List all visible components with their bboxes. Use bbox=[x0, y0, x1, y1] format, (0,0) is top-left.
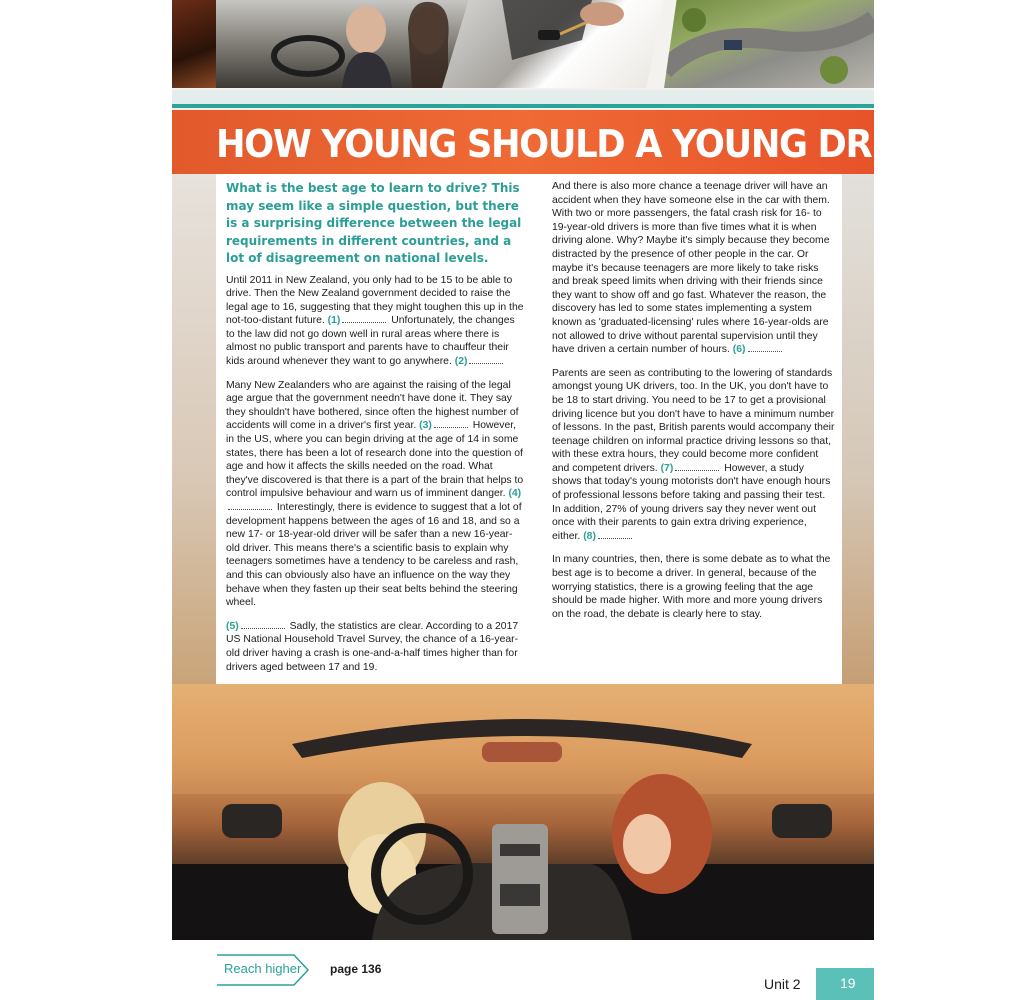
gap-6-blank[interactable] bbox=[748, 351, 782, 352]
gap-2-label: (2) bbox=[454, 356, 468, 368]
photo-driving-lesson bbox=[216, 0, 472, 88]
gap-8-blank[interactable] bbox=[598, 538, 632, 539]
gap-4-blank[interactable] bbox=[228, 509, 272, 510]
paragraph-4 bbox=[552, 180, 836, 357]
article-body bbox=[216, 174, 842, 684]
photo-car-interior bbox=[172, 0, 216, 88]
gap-3-blank[interactable] bbox=[434, 427, 468, 428]
teal-divider bbox=[172, 104, 874, 108]
paragraph-4-text: And there is also more chance a teenage driver will have an accident when they have someone else in the car with them. With two or more passengers, the fatal crash risk for 16- to 19-year-old drivers is more than five times what it is when driving alone. Why? Maybe it's simply because they become distracted by the presence of other people in the car. Or maybe it's because teenagers are more likely to take risks and break speed limits when driving with their friends since they want to show off and go fast. Whatever the reason, the discovery has led to some states implementing a system known as 'graduated-licensing' rules where 16-year-olds are not allowed to drive without parental supervision until they have driven a certain number of hours. bbox=[552, 181, 830, 356]
gap-5-blank[interactable] bbox=[241, 628, 285, 629]
article-intro: What is the best age to learn to drive? This may seem like a simple question, but there is a surprising difference between the legal requirements in different countries, and a lot of disagreement on national levels. bbox=[226, 181, 522, 265]
gap-6-label: (6) bbox=[732, 344, 746, 356]
photo-car-keys bbox=[442, 0, 664, 88]
title-banner bbox=[172, 110, 1036, 174]
gap-7-blank[interactable] bbox=[675, 470, 719, 471]
column-right bbox=[552, 180, 836, 631]
page-footer bbox=[172, 940, 874, 1000]
textbook-page bbox=[172, 0, 1036, 1000]
background-photo-left bbox=[172, 174, 216, 684]
paragraph-5-text-b: However, a study shows that today's young motorists don't have enough hours of professional lessons before taking and passing their test. In addition, 27% of young drivers say they never went out once with their parents to gain extra driving experience, either. bbox=[552, 462, 831, 542]
gap-1-label: (1) bbox=[327, 315, 341, 327]
photo-aerial-road bbox=[664, 0, 874, 88]
convertible-car-photo bbox=[172, 684, 874, 940]
driving-lesson-illustration bbox=[216, 0, 472, 88]
paragraph-5-text-a: Parents are seen as contributing to the lowering of standards amongst young UK drivers, too. In the UK, you don't have to be 18 to start driving. You need to be 17 to get a provisional driving licence but you don't have to have a minimum number of lessons. In the past, British parents would accompany their teenage children on informal practice driving lessons so that, with these extra hours, they could become more confident and competent drivers. bbox=[552, 367, 835, 474]
convertible-car-illustration bbox=[172, 684, 874, 940]
unit-label: Unit 2 bbox=[764, 976, 801, 992]
paragraph-2-text-a: Many New Zealanders who are against the raising of the legal age argue that the government needn't have done it. They say they shouldn't have bothered, since often the highest number of accidents will come in a driver's first year. bbox=[226, 379, 519, 432]
gap-5-label: (5) bbox=[226, 620, 239, 632]
car-keys-illustration bbox=[442, 0, 664, 88]
gap-2-blank[interactable] bbox=[469, 363, 503, 364]
paragraph-2-text-c: Interestingly, there is evidence to suggest that a lot of development happens between the ages of 16 and 18, and so a new 17- or 18-year-old driver will be safer than a new 16-year-old driver. This means there's a scientific basis to explain why teenagers sometimes have a tendency to be careless and rash, and this can obviously also have an influence on the way they behave when they fasten up their seat belts behind the steering wheel. bbox=[226, 502, 522, 609]
gap-4-label: (4) bbox=[508, 488, 522, 500]
paragraph-1-text-b: Unfortunately, the changes to the law did not go down well in rural areas where there is almost no public transport and parents have to chauffeur their kids around whenever they want to go anywhere. bbox=[226, 315, 515, 368]
column-left bbox=[226, 180, 526, 684]
paragraph-2-text-b: However, in the US, where you can begin driving at the age of 14 in some states, there has been a lot of research done into the question of age and how it affects the skills needed on the road. What they've discovered is that there is a part of the brain that helps to control impulsive behaviour and warn us of imminent danger. bbox=[226, 420, 524, 500]
gap-3-label: (3) bbox=[419, 420, 432, 432]
page-number: 19 bbox=[840, 975, 856, 991]
article-title: HOW YOUNG SHOULD A YOUNG DRIVER BE? bbox=[216, 122, 1036, 166]
aerial-road-illustration bbox=[664, 0, 874, 88]
page-reference: page 136 bbox=[330, 962, 382, 976]
paragraph-6 bbox=[552, 553, 836, 621]
gap-8-label: (8) bbox=[583, 530, 596, 542]
paragraph-5 bbox=[552, 367, 836, 544]
reach-higher-link[interactable] bbox=[216, 954, 310, 986]
paragraph-1-text-a: Until 2011 in New Zealand, you only had to be 15 to be able to drive. Then the New Zealand government decided to raise the legal age to 16, suggesting that they might toughen this up in the not-too-distant future. bbox=[226, 274, 524, 327]
paragraph-6-text: In many countries, then, there is some debate as to what the best age is to become a driver. In general, because of the worrying statistics, there is a growing feeling that the age should be made higher. With more and more young drivers on the road, the debate is clearly here to stay. bbox=[552, 554, 831, 620]
top-photo-strip bbox=[172, 0, 874, 88]
paragraph-3-text: Sadly, the statistics are clear. According to a 2017 US National Household Travel Survey, the chance of a 16-year-old driver having a crash is one-and-a-half times higher than for drivers aged between 17 and 19. bbox=[226, 620, 519, 673]
paragraph-1 bbox=[226, 274, 526, 369]
paragraph-3 bbox=[226, 620, 526, 674]
page-number-badge bbox=[816, 968, 874, 1000]
gap-1-blank[interactable] bbox=[342, 322, 386, 323]
reach-higher-label: Reach higher bbox=[224, 961, 302, 976]
gap-7-label: (7) bbox=[660, 462, 674, 474]
background-photo-right bbox=[842, 174, 874, 684]
paragraph-2 bbox=[226, 379, 526, 610]
